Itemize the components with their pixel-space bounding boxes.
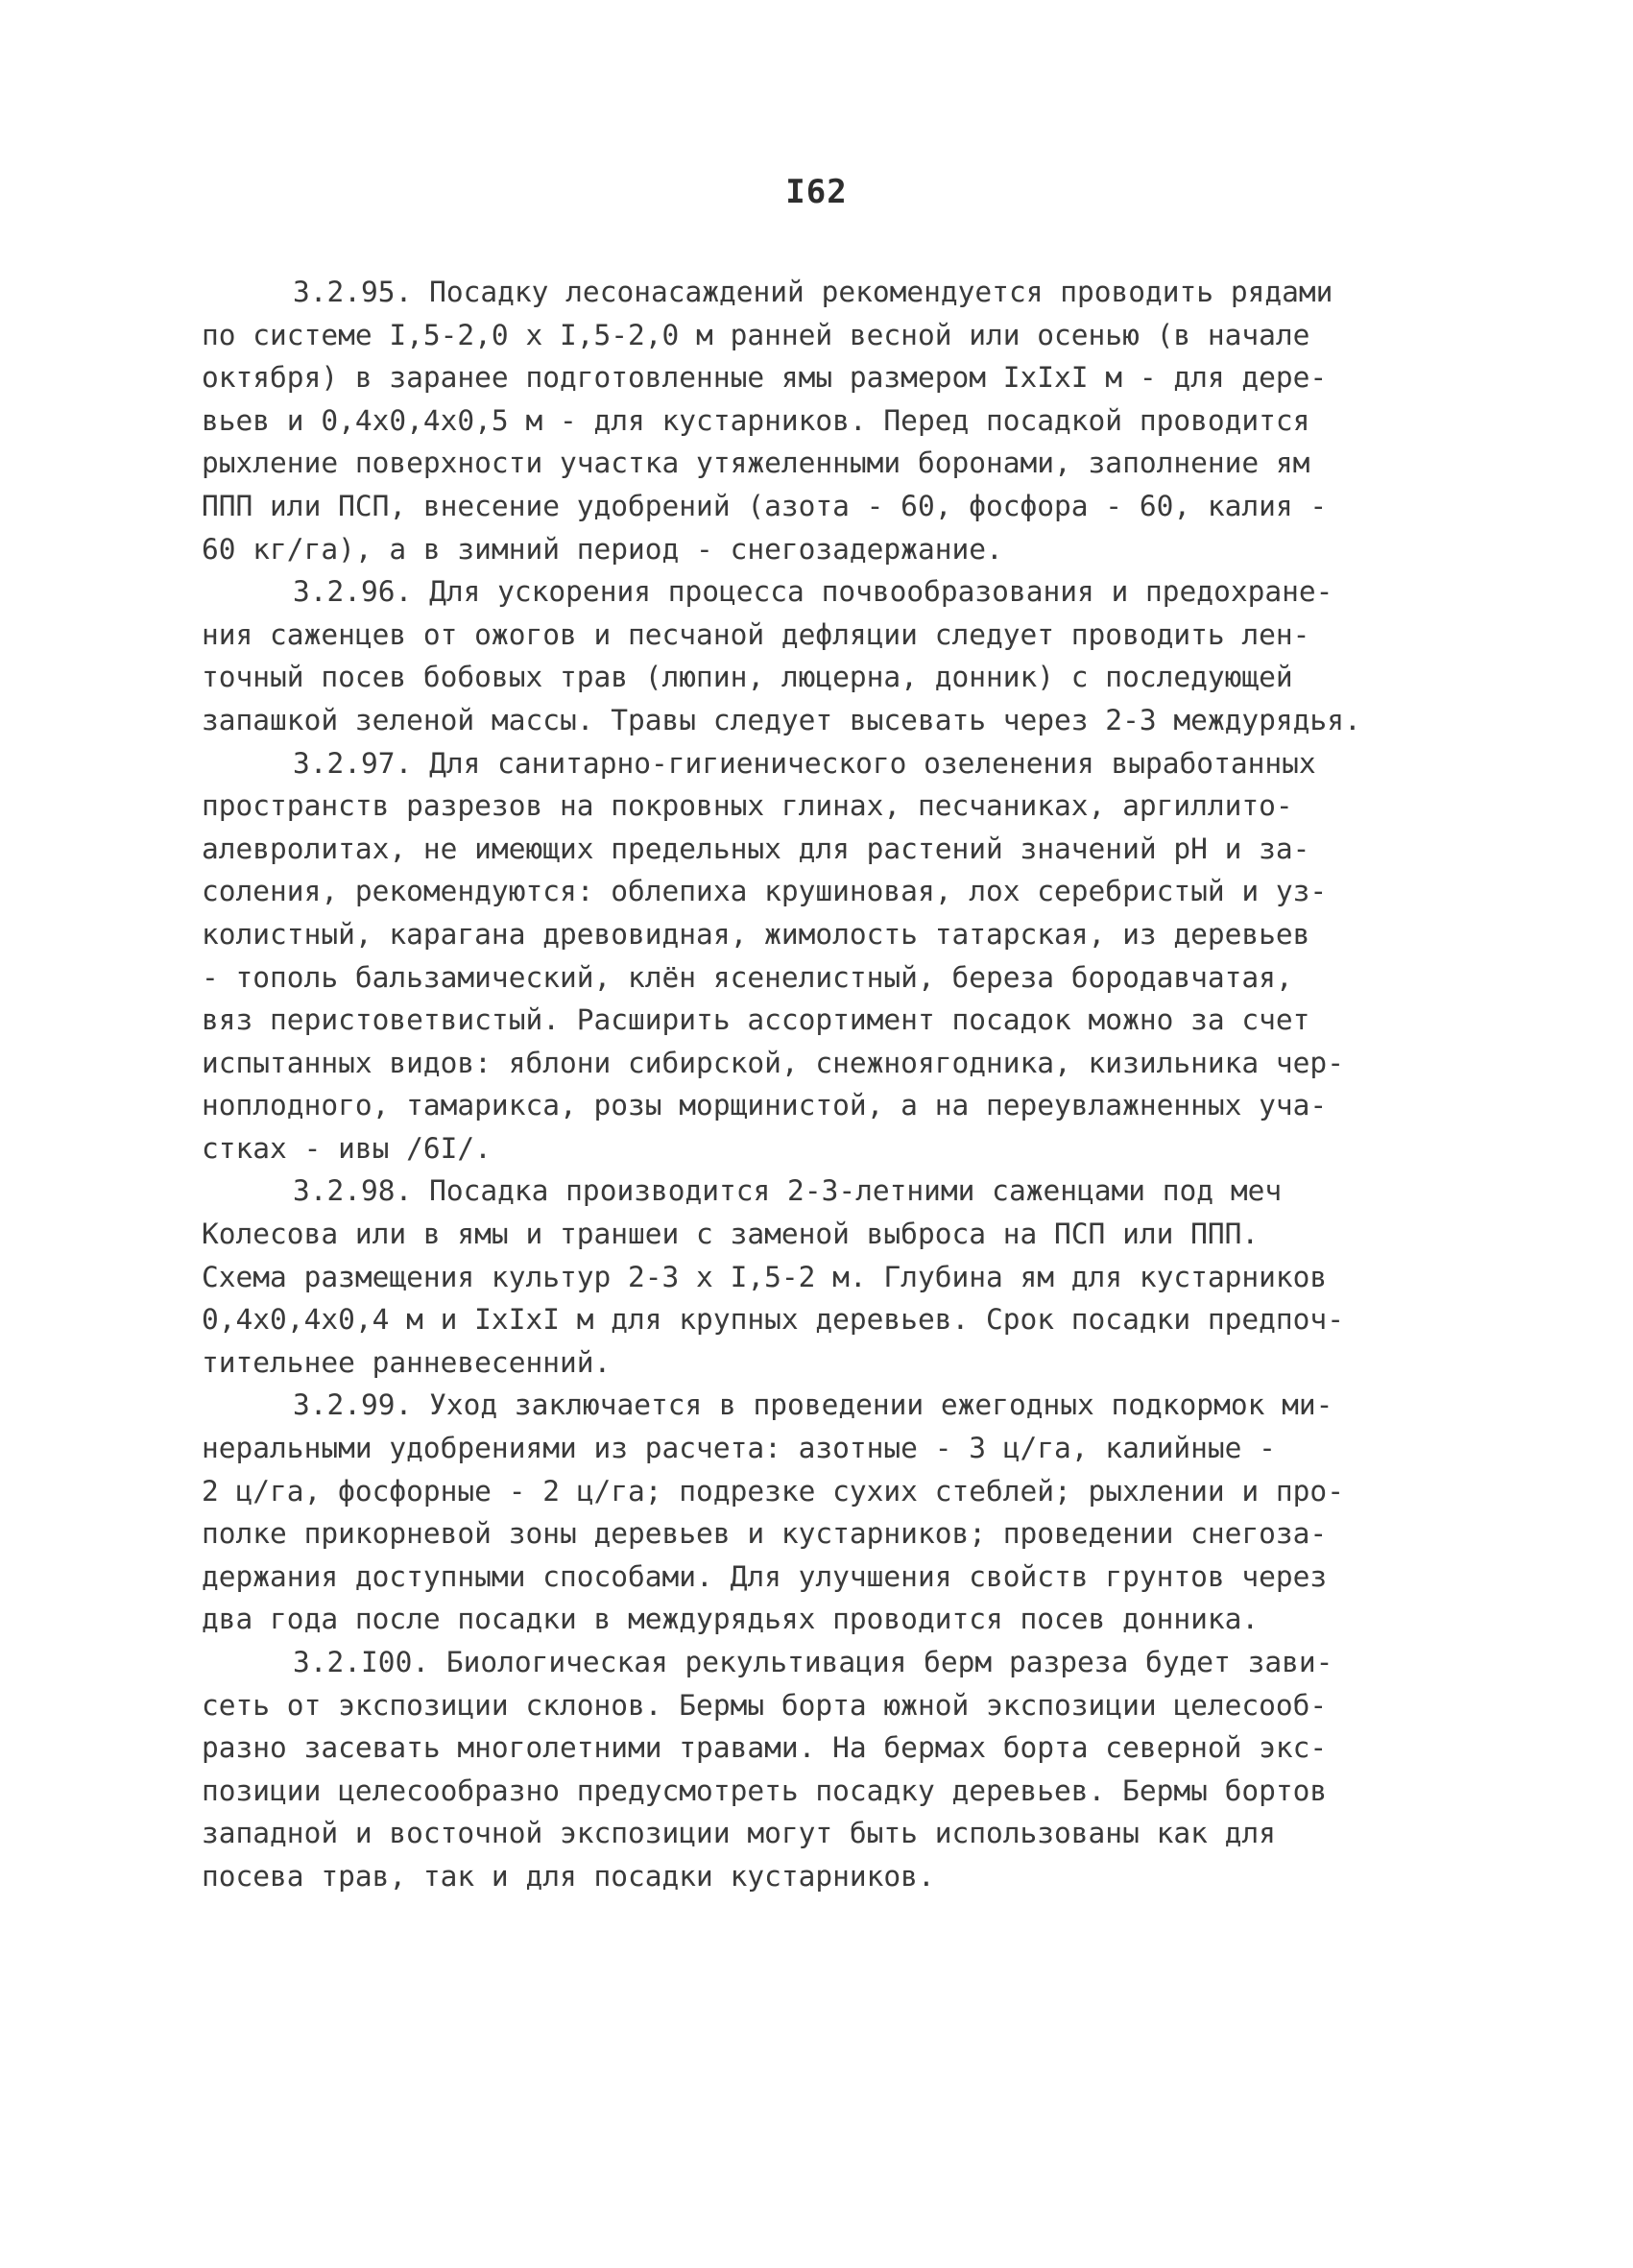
page-number: I62 [785, 173, 848, 211]
text-line: полке прикорневой зоны деревьев и кустарников; проведении снегоза- [202, 1517, 1328, 1551]
text-line: алевролитах, не имеющих предельных для растений значений pH и за- [202, 832, 1310, 865]
text-line: ППП или ПСП, внесение удобрений (азота - 60, фосфора - 60, калия - [202, 489, 1328, 522]
document-body [202, 271, 1435, 1898]
text-line: посева трав, так и для посадки кустарников. [202, 1859, 935, 1893]
text-line: тительнее ранневесенний. [202, 1345, 612, 1379]
text-line: 60 кг/га), а в зимний период - снегозадержание. [202, 532, 1003, 566]
text-line: вяз перистоветвистый. Расширить ассортимент посадок можно за счет [202, 1003, 1310, 1037]
text-line: позиции целесообразно предусмотреть посадку деревьев. Бермы бортов [202, 1773, 1328, 1807]
paragraph-first-line: 3.2.97. Для санитарно-гигиенического озеленения выработанных [293, 746, 1316, 780]
paragraph-first-line: 3.2.99. Уход заключается в проведении ежегодных подкормок ми- [293, 1388, 1333, 1422]
text-line: Схема размещения культур 2-3 х I,5-2 м. Глубина ям для кустарников [202, 1260, 1328, 1293]
text-line: западной и восточной экспозиции могут быть использованы как для [202, 1817, 1276, 1850]
text-line: колистный, карагана древовидная, жимолость татарская, из деревьев [202, 917, 1310, 951]
text-line: вьев и 0,4х0,4х0,5 м - для кустарников. Перед посадкой проводится [202, 403, 1310, 437]
text-line: 2 ц/га, фосфорные - 2 ц/га; подрезке сухих стеблей; рыхлении и про- [202, 1474, 1344, 1508]
text-line: испытанных видов: яблони сибирской, снежноягодника, кизильника чер- [202, 1046, 1344, 1079]
text-line: два года после посадки в междурядьях проводится посев донника. [202, 1603, 1260, 1636]
text-line: разно засевать многолетними травами. На бермах борта северной экс- [202, 1731, 1328, 1765]
text-line: неральными удобрениями из расчета: азотные - 3 ц/га, калийные - [202, 1432, 1276, 1465]
text-line: октября) в заранее подготовленные ямы размером IхIхI м - для дере- [202, 361, 1328, 395]
text-line: запашкой зеленой массы. Травы следует высевать через 2-3 междурядья. [202, 703, 1361, 736]
text-line: ния саженцев от ожогов и песчаной дефляции следует проводить лен- [202, 617, 1310, 651]
text-line: Колесова или в ямы и траншеи с заменой выброса на ПСП или ППП. [202, 1218, 1260, 1251]
text-line: держания доступными способами. Для улучшения свойств грунтов через [202, 1559, 1328, 1593]
text-line: сеть от экспозиции склонов. Бермы борта южной экспозиции целесооб- [202, 1688, 1328, 1722]
text-line: стках - ивы /6I/. [202, 1131, 492, 1165]
paragraph-first-line: 3.2.95. Посадку лесонасаждений рекомендуется проводить рядами [293, 276, 1333, 308]
paragraph-first-line: 3.2.98. Посадка производится 2-3-летними саженцами под меч [293, 1174, 1283, 1208]
text-line: по системе I,5-2,0 х I,5-2,0 м ранней весной или осенью (в начале [202, 318, 1310, 351]
text-line: точный посев бобовых трав (люпин, люцерна, донник) с последующей [202, 661, 1293, 694]
paragraph-first-line: 3.2.I00. Биологическая рекультивация берм разреза будет зави- [293, 1646, 1333, 1678]
text-line: ноплодного, тамарикса, розы морщинистой, а на переувлажненных уча- [202, 1089, 1328, 1122]
text-line: 0,4х0,4х0,4 м и IхIхI м для крупных деревьев. Срок посадки предпоч- [202, 1303, 1344, 1337]
paragraph-first-line: 3.2.96. Для ускорения процесса почвообразования и предохране- [293, 575, 1333, 609]
text-line: соления, рекомендуются: облепиха крушиновая, лох серебристый и уз- [202, 875, 1328, 908]
text-line: пространств разрезов на покровных глинах, песчаниках, аргиллито- [202, 789, 1293, 823]
text-line: рыхление поверхности участка утяжеленными боронами, заполнение ям [202, 446, 1310, 480]
text-line: - тополь бальзамический, клён ясенелистный, береза бородавчатая, [202, 960, 1293, 994]
